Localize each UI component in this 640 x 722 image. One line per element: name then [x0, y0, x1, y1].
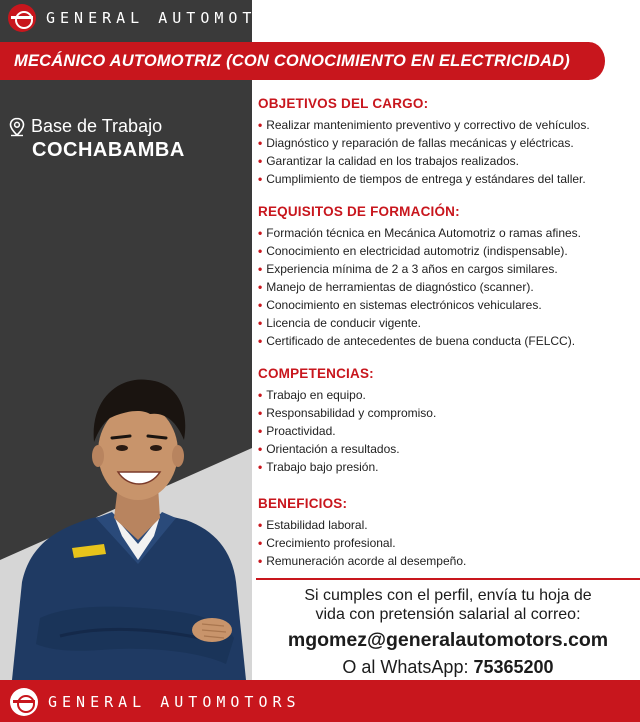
- brand-logo-icon: [10, 688, 38, 716]
- list-item: • Licencia de conducir vigente.: [258, 314, 581, 332]
- list-item: • Trabajo bajo presión.: [258, 458, 436, 476]
- location-city: COCHABAMBA: [32, 139, 185, 161]
- brand-name: GENERAL AUTOMOTORS: [46, 9, 299, 27]
- section-title: BENEFICIOS:: [258, 496, 348, 511]
- whatsapp-label: O al WhatsApp:: [342, 657, 469, 677]
- list-item: • Trabajo en equipo.: [258, 386, 436, 404]
- list-item: • Orientación a resultados.: [258, 440, 436, 458]
- list-item: • Garantizar la calidad en los trabajos realizados.: [258, 152, 590, 170]
- list-item: • Conocimiento en electricidad automotriz (indispensable).: [258, 242, 581, 260]
- contact-divider: [256, 578, 640, 580]
- section-competencias: [258, 366, 436, 476]
- list-item: • Diagnóstico y reparación de fallas mecánicas y eléctricas.: [258, 134, 590, 152]
- list-item: • Cumplimiento de tiempos de entrega y estándares del taller.: [258, 170, 590, 188]
- mechanic-photo: [0, 368, 252, 680]
- list-item: • Manejo de herramientas de diagnóstico (scanner).: [258, 278, 581, 296]
- section-objetivos: [258, 96, 590, 188]
- map-pin-icon: [8, 117, 26, 137]
- list-item: • Experiencia mínima de 2 a 3 años en cargos similares.: [258, 260, 581, 278]
- whatsapp-number[interactable]: 75365200: [473, 657, 554, 677]
- section-title: OBJETIVOS DEL CARGO:: [258, 96, 429, 111]
- section-requisitos: [258, 204, 581, 350]
- section-beneficios: [258, 496, 466, 570]
- list-item: • Remuneración acorde al desempeño.: [258, 552, 466, 570]
- work-location: [8, 116, 185, 162]
- contact-block: [256, 586, 640, 678]
- list-item: • Certificado de antecedentes de buena conducta (FELCC).: [258, 332, 581, 350]
- contact-message-line1: Si cumples con el perfil, envía tu hoja de: [304, 587, 592, 604]
- brand-name: GENERAL AUTOMOTORS: [48, 693, 301, 711]
- contact-message-line2: vida con pretensión salarial al correo:: [315, 606, 581, 623]
- section-title: REQUISITOS DE FORMACIÓN:: [258, 204, 460, 219]
- location-label: Base de Trabajo: [31, 116, 163, 136]
- contact-email-link[interactable]: mgomez@generalautomotors.com: [287, 629, 609, 651]
- section-title: COMPETENCIAS:: [258, 366, 374, 381]
- whatsapp-line: [256, 657, 640, 678]
- list-item: • Conocimiento en sistemas electrónicos vehiculares.: [258, 296, 581, 314]
- footer-logo: [10, 688, 301, 716]
- list-item: • Estabilidad laboral.: [258, 516, 466, 534]
- list-item: • Formación técnica en Mecánica Automotriz o ramas afines.: [258, 224, 581, 242]
- list-item: • Responsabilidad y compromiso.: [258, 404, 436, 422]
- brand-logo-icon: [8, 4, 36, 32]
- job-title: MECÁNICO AUTOMOTRIZ (CON CONOCIMIENTO EN ELECTRICIDAD): [14, 51, 570, 70]
- list-item: • Crecimiento profesional.: [258, 534, 466, 552]
- list-item: • Realizar mantenimiento preventivo y correctivo de vehículos.: [258, 116, 590, 134]
- job-title-banner: [0, 42, 608, 80]
- list-item: • Proactividad.: [258, 422, 436, 440]
- header-logo: [8, 4, 299, 32]
